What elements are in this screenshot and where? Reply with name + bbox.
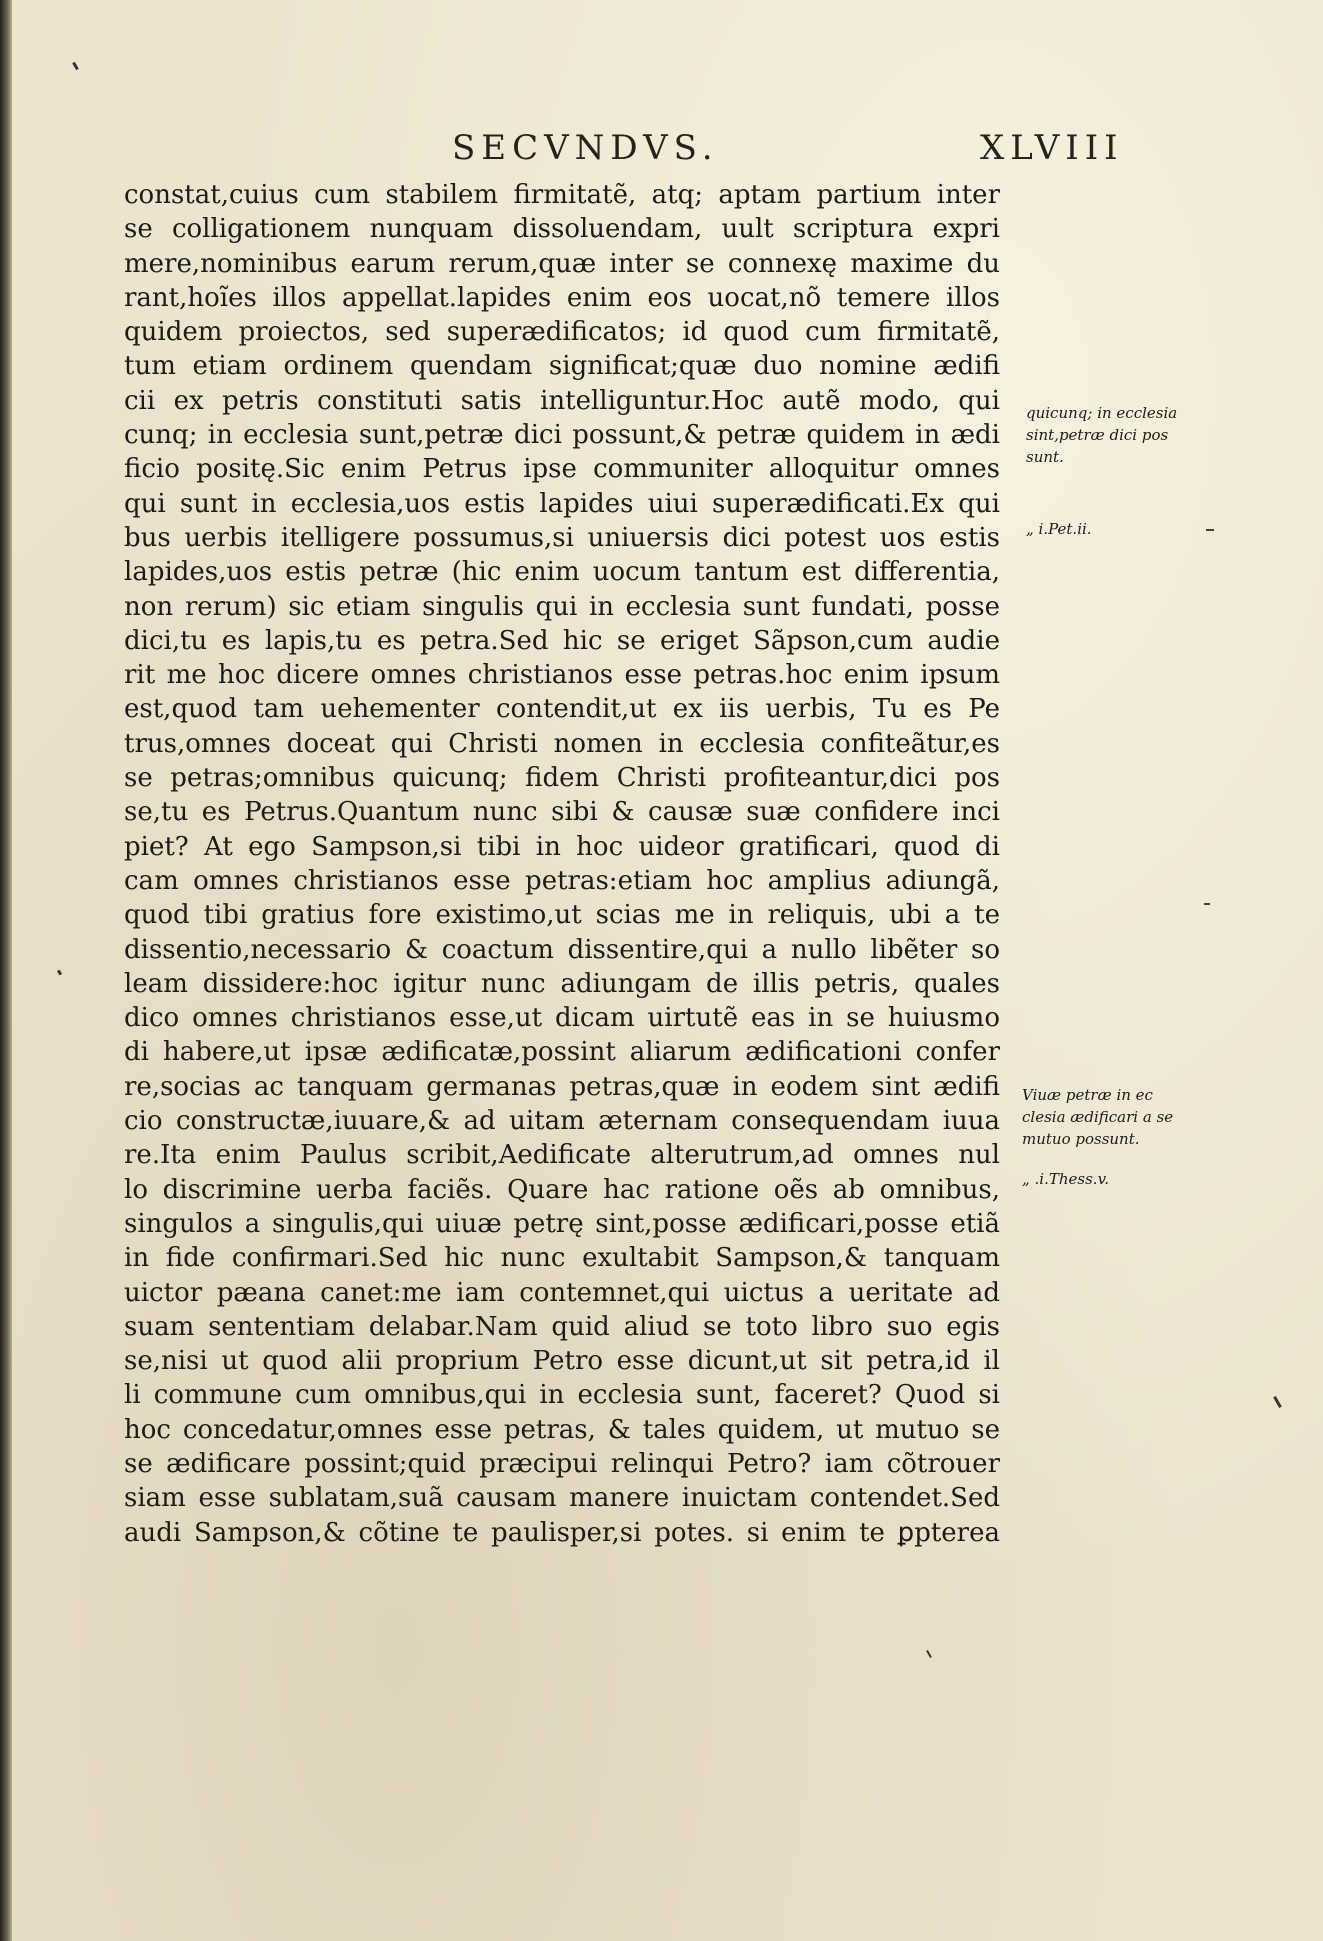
text-line: li commune cum omnibus,qui in ecclesia sunt, faceret? Quod si: [124, 1380, 1000, 1411]
text-line: quidem proiectos, sed superædificatos; id quod cum firmitatẽ,: [124, 317, 1000, 348]
text-line: leam dissidere:hoc igitur nunc adiungam de illis petris, quales: [124, 968, 1000, 999]
text-line: hoc concedatur,omnes esse petras, & tales quidem, ut mutuo se: [124, 1414, 1000, 1445]
text-line: se colligationem nunquam dissoluendam, uult scriptura expri: [124, 214, 1000, 245]
text-line: audi Sampson,& cõtine te paulisper,si potes. si enim te ꝑpterea: [124, 1517, 1000, 1548]
text-line: ficio positę.Sic enim Petrus ipse communiter alloquitur omnes: [124, 454, 1000, 485]
marginal-note-line: mutuo possunt.: [1022, 1130, 1140, 1148]
margin-mark: [1206, 529, 1214, 531]
marginal-note-line: sint,petræ dici pos: [1026, 426, 1169, 444]
text-line: rit me hoc dicere omnes christianos esse petras.hoc enim ipsum: [124, 660, 1000, 691]
marginal-note-line: Viuæ petræ in ec: [1022, 1086, 1153, 1104]
text-line: rant,hoĩes illos appellat.lapides enim eos uocat,nõ temere illos: [124, 282, 1000, 313]
main-text-block: [124, 178, 1000, 1550]
text-line: siam esse sublatam,suã causam manere inuictam contendet.Sed: [124, 1483, 1000, 1514]
text-line: piet? At ego Sampson,si tibi in hoc uideor gratificari, quod di: [124, 831, 1000, 862]
marginal-note-line: clesia ædificari a se: [1022, 1108, 1174, 1126]
text-line: se,nisi ut quod alii proprium Petro esse dicunt,ut sit petra,id il: [124, 1346, 1000, 1377]
text-line: constat,cuius cum stabilem firmitatẽ, atq; aptam partium inter: [124, 180, 1000, 210]
paper-speck: [926, 1650, 932, 1658]
marginal-note-quicunque: [1026, 402, 1177, 468]
text-line: singulos a singulis,qui uiuæ petrę sint,posse ædificari,posse etiã: [124, 1208, 1000, 1239]
paper-speck: [57, 970, 62, 976]
marginal-note-line: quicunq; in ecclesia: [1026, 404, 1178, 422]
marginal-note-line: „ .i.Thess.v.: [1022, 1170, 1110, 1188]
running-head: [0, 128, 1323, 172]
text-line: trus,omnes doceat qui Christi nomen in ecclesia confiteãtur,es: [124, 728, 1000, 759]
text-line: se petras;omnibus quicunq; fidem Christi profiteantur,dici pos: [124, 763, 1000, 794]
text-line: bus uerbis itelligere possumus,si uniuersis dici potest uos estis: [124, 522, 1000, 553]
text-line: cam omnes christianos esse petras:etiam hoc amplius adiungã,: [124, 865, 1000, 896]
text-line: non rerum) sic etiam singulis qui in ecclesia sunt fundati, posse: [124, 591, 1000, 622]
text-line: cio constructæ,iuuare,& ad uitam æternam consequendam iuua: [124, 1106, 1000, 1137]
text-line: dico omnes christianos esse,ut dicam uirtutẽ eas in se huiusmo: [124, 1003, 1000, 1034]
text-line: qui sunt in ecclesia,uos estis lapides uiui superædificati.Ex qui: [124, 488, 1000, 519]
marginal-citation-1-peter: [1026, 518, 1092, 540]
running-head-title: SECVNDVS.: [452, 128, 719, 168]
text-line: mere,nominibus earum rerum,quæ inter se connexę maxime du: [124, 248, 1000, 279]
text-line: lapides,uos estis petræ (hic enim uocum tantum est differentia,: [124, 557, 1000, 588]
text-line: quod tibi gratius fore existimo,ut scias me in reliquis, ubi a te: [124, 900, 1000, 931]
text-line: se,tu es Petrus.Quantum nunc sibi & causæ suæ confidere inci: [124, 797, 1000, 828]
text-line: dici,tu es lapis,tu es petra.Sed hic se eriget Sãpson,cum audie: [124, 625, 1000, 656]
marginal-note-viuae-petrae: [1022, 1084, 1173, 1150]
text-line: tum etiam ordinem quendam significat;quæ duo nomine ædifi: [124, 351, 1000, 382]
marginal-note-line: „ i.Pet.ii.: [1026, 520, 1092, 538]
text-line: re.Ita enim Paulus scribit,Aedificate alterutrum,ad omnes nul: [124, 1140, 1000, 1171]
paper-speck: [72, 62, 79, 70]
paper-speck: [1273, 1396, 1282, 1408]
page-binding-edge: [0, 0, 12, 1941]
folio-number: XLVIII: [980, 128, 1124, 168]
text-line: re,socias ac tanquam germanas petras,quæ in eodem sint ædifi: [124, 1071, 1000, 1102]
text-line: cii ex petris constituti satis intelliguntur.Hoc autẽ modo, qui: [124, 385, 1000, 416]
text-line: di habere,ut ipsæ ædificatæ,possint aliarum ædificationi confer: [124, 1037, 1000, 1068]
text-line: uictor pæana canet:me iam contemnet,qui uictus a ueritate ad: [124, 1277, 1000, 1308]
text-line: dissentio,necessario & coactum dissentire,qui a nullo libẽter so: [124, 934, 1000, 965]
text-line: cunq; in ecclesia sunt,petræ dici possunt,& petræ quidem in ædi: [124, 420, 1000, 451]
text-line: est,quod tam uehementer contendit,ut ex iis uerbis, Tu es Pe: [124, 694, 1000, 725]
marginal-citation-1-thessalonians: [1022, 1168, 1109, 1190]
text-line: se ædificare possint;quid præcipui relinqui Petro? iam cõtrouer: [124, 1448, 1000, 1479]
text-line: lo discrimine uerba faciẽs. Quare hac ratione oẽs ab omnibus,: [124, 1174, 1000, 1205]
text-line: in fide confirmari.Sed hic nunc exultabit Sampson,& tanquam: [124, 1243, 1000, 1274]
text-line: suam sententiam delabar.Nam quid aliud se toto libro suo egis: [124, 1311, 1000, 1342]
marginal-note-line: sunt.: [1026, 448, 1064, 466]
margin-mark: [1204, 903, 1210, 905]
